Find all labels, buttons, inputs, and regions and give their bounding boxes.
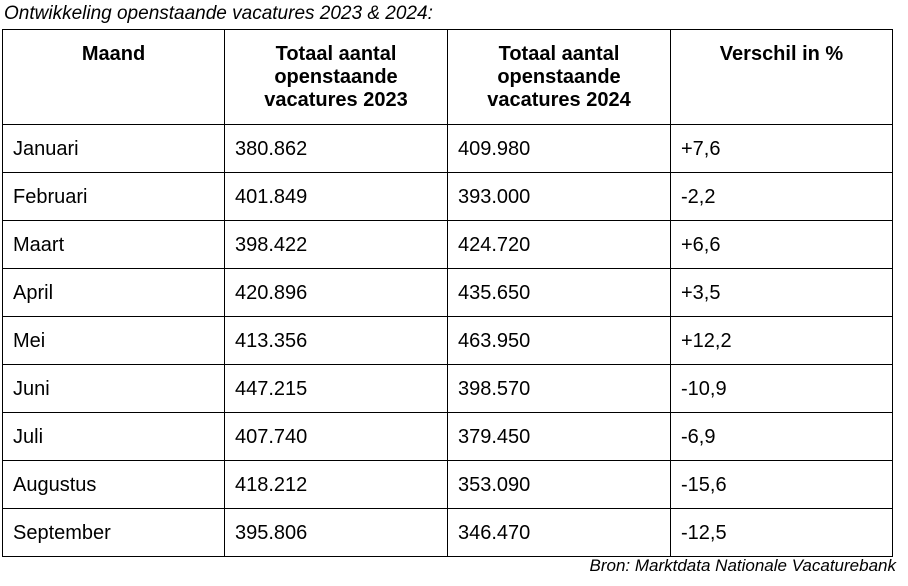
cell-total-2024: 424.720	[448, 221, 671, 269]
cell-change-percent: +7,6	[671, 125, 893, 173]
cell-total-2023: 401.849	[225, 173, 448, 221]
cell-total-2024: 353.090	[448, 461, 671, 509]
cell-month: Juni	[3, 365, 225, 413]
cell-change-percent: -2,2	[671, 173, 893, 221]
cell-total-2023: 420.896	[225, 269, 448, 317]
table-caption: Ontwikkeling openstaande vacatures 2023 & 2024:	[4, 3, 433, 24]
cell-total-2024: 379.450	[448, 413, 671, 461]
cell-total-2023: 413.356	[225, 317, 448, 365]
header-maand: Maand	[3, 30, 225, 125]
cell-change-percent: -12,5	[671, 509, 893, 557]
cell-month: April	[3, 269, 225, 317]
cell-total-2023: 380.862	[225, 125, 448, 173]
cell-month: September	[3, 509, 225, 557]
table-row	[3, 125, 893, 173]
source-note: Bron: Marktdata Nationale Vacaturebank	[589, 556, 896, 575]
cell-total-2024: 463.950	[448, 317, 671, 365]
table-row	[3, 221, 893, 269]
table-row	[3, 461, 893, 509]
cell-total-2023: 418.212	[225, 461, 448, 509]
table-row	[3, 365, 893, 413]
table-header-row	[3, 30, 893, 125]
header-totaal-2024: Totaal aantal openstaande vacatures 2024	[448, 30, 671, 125]
cell-month: Augustus	[3, 461, 225, 509]
table-row	[3, 269, 893, 317]
cell-total-2023: 398.422	[225, 221, 448, 269]
table-row	[3, 173, 893, 221]
table-row	[3, 413, 893, 461]
cell-change-percent: -10,9	[671, 365, 893, 413]
cell-change-percent: +12,2	[671, 317, 893, 365]
header-totaal-2023: Totaal aantal openstaande vacatures 2023	[225, 30, 448, 125]
cell-total-2024: 346.470	[448, 509, 671, 557]
cell-month: Juli	[3, 413, 225, 461]
cell-total-2024: 409.980	[448, 125, 671, 173]
cell-month: Januari	[3, 125, 225, 173]
cell-total-2024: 393.000	[448, 173, 671, 221]
cell-change-percent: +3,5	[671, 269, 893, 317]
cell-total-2024: 398.570	[448, 365, 671, 413]
cell-month: Maart	[3, 221, 225, 269]
cell-month: Februari	[3, 173, 225, 221]
cell-change-percent: -6,9	[671, 413, 893, 461]
header-verschil: Verschil in %	[671, 30, 893, 125]
cell-month: Mei	[3, 317, 225, 365]
vacancies-table	[2, 29, 893, 557]
table-row	[3, 317, 893, 365]
cell-change-percent: -15,6	[671, 461, 893, 509]
cell-total-2024: 435.650	[448, 269, 671, 317]
cell-total-2023: 395.806	[225, 509, 448, 557]
cell-change-percent: +6,6	[671, 221, 893, 269]
cell-total-2023: 407.740	[225, 413, 448, 461]
cell-total-2023: 447.215	[225, 365, 448, 413]
table-body	[3, 125, 893, 557]
table-row	[3, 509, 893, 557]
